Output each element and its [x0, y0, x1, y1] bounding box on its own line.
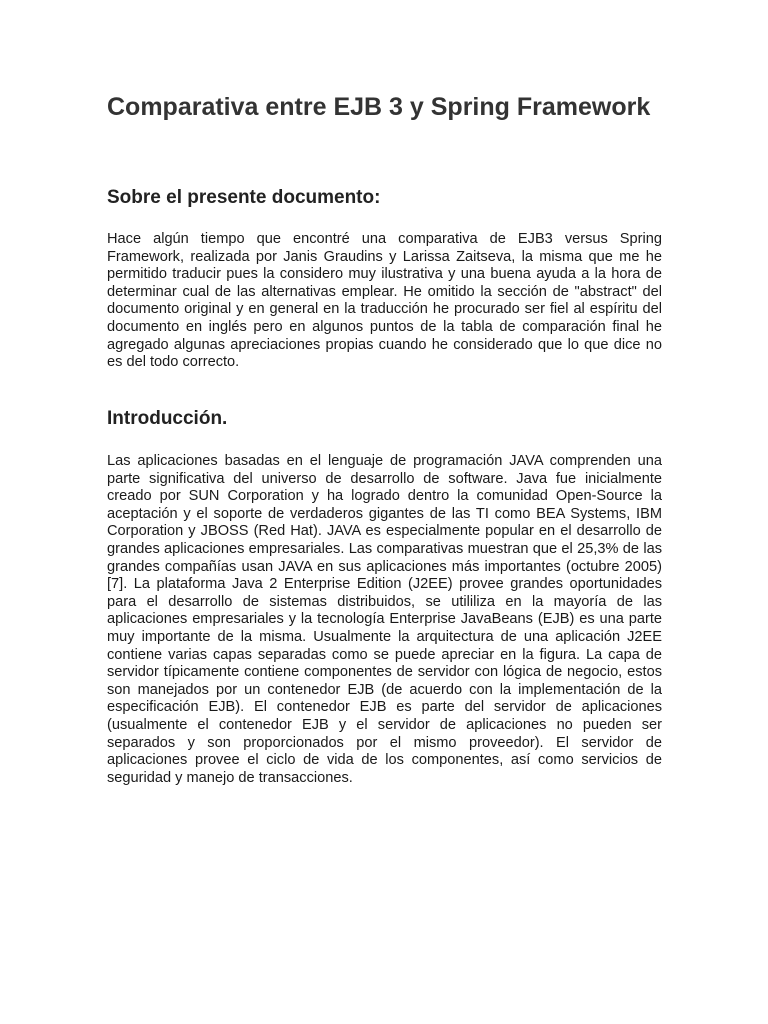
document-title: Comparativa entre EJB 3 y Spring Framework — [107, 93, 651, 121]
section-heading-introduction: Introducción. — [107, 408, 228, 429]
section-body-introduction: Las aplicaciones basadas en el lenguaje de programación JAVA comprenden una parte significativa del universo de desarrollo de software. Java fue inicialmente creado por SUN Corporation y ha logrado dentro la comunidad Open-Source la aceptación y el soporte de verdaderos gigantes de las TI como BEA Systems, IBM Corporation y JBOSS (Red Hat). JAVA es especialmente popular en el desarrollo de grandes aplicaciones empresariales. Las comparativas muestran que el 25,3% de las grandes compañías usan JAVA en sus aplicaciones más importantes (octubre 2005) [7]. La plataforma Java 2 Enterprise Edition (J2EE) provee grandes oportunidades para el desarrollo de sistemas distribuidos, se utililiza en la mayoría de las aplicaciones empresariales y la tecnología Enterprise JavaBeans (EJB) es una parte muy importante de la misma. Usualmente la arquitectura de una aplicación J2EE contiene varias capas separadas como se puede apreciar en la figura. La capa de servidor típicamente contiene componentes de servidor con lógica de negocio, estos son manejados por un contenedor EJB (de acuerdo con la implementación de la especificación EJB). El contenedor EJB es parte del servidor de aplicaciones (usualmente el contenedor EJB y el servidor de aplicaciones no pueden ser separados y son proporcionados por el mismo proveedor). El servidor de aplicaciones provee el ciclo de vida de los componentes, así como servicios de seguridad y manejo de transacciones. — [107, 453, 662, 786]
section-heading-about: Sobre el presente documento: — [107, 187, 381, 208]
section-body-about: Hace algún tiempo que encontré una comparativa de EJB3 versus Spring Framework, realizada por Janis Graudins y Larissa Zaitseva, la misma que me he permitido traducir pues la considero muy ilustrativa y una buena ayuda a la hora de determinar cual de las alternativas emplear. He omitido la sección de "abstract" del documento original y en general en la traducción he procurado ser fiel al espíritu del documento en inglés pero en algunos puntos de la tabla de comparación final he agregado algunas apreciaciones propias cuando he considerado que lo que dice no es del todo correcto. — [107, 231, 662, 371]
